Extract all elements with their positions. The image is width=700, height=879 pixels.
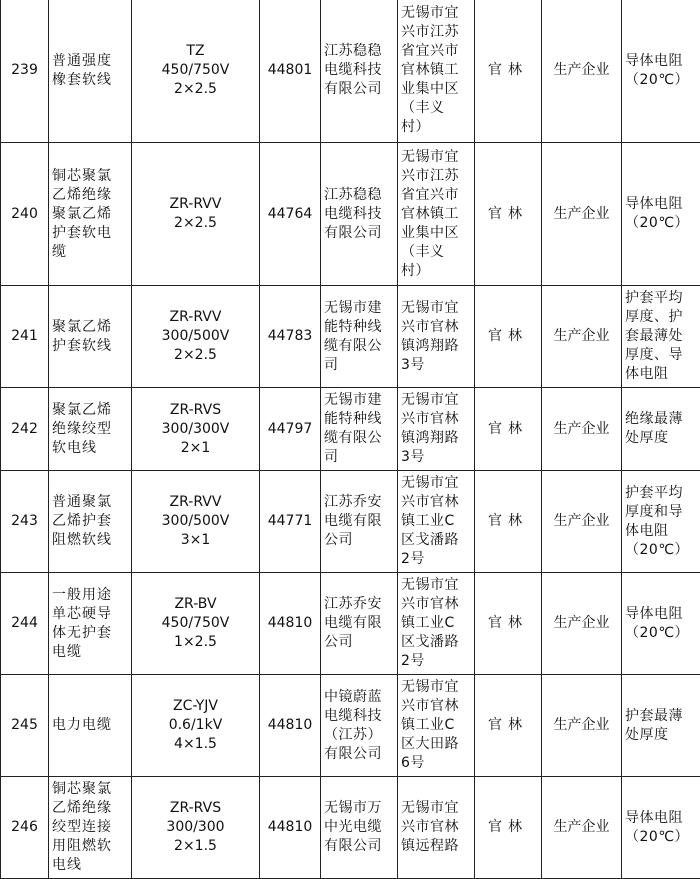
product-name-line: 用阻燃软	[52, 837, 128, 856]
product-name-line: 橡套软线	[52, 71, 128, 90]
company-name	[321, 286, 398, 388]
company-address	[398, 777, 475, 879]
sample-code: 44783	[260, 286, 321, 388]
product-name-line: 一般用途	[52, 586, 128, 605]
company-line: 电缆科技	[324, 61, 394, 80]
failed-item-line: （20℃）	[625, 541, 697, 560]
failed-item-line: （20℃）	[625, 624, 697, 643]
row-number: 244	[1, 573, 49, 675]
address-line: 区戈潘路	[401, 531, 471, 550]
company-line: 缆有限公	[324, 429, 394, 448]
company-line: 电缆科技	[324, 205, 394, 224]
row-number: 239	[1, 0, 49, 143]
address-line: 无锡市宜	[401, 299, 471, 318]
product-name-line: 普通聚氯	[52, 493, 128, 512]
enterprise-type: 生产企业	[542, 143, 622, 286]
address-line: 兴市官林	[401, 493, 471, 512]
address-line: 无锡市宜	[401, 391, 471, 410]
company-line: 司	[324, 356, 394, 375]
failed-item-line: （20℃）	[625, 71, 697, 90]
company-line: （江苏）	[324, 726, 394, 745]
product-name	[49, 573, 132, 675]
spec-line: ZR-RVS	[135, 401, 256, 420]
address-line: 无锡市宜	[401, 474, 471, 493]
product-name-line: 聚氯乙烯	[52, 401, 128, 420]
failed-item-line: 导体电阻	[625, 605, 697, 624]
company-line: 司	[324, 448, 394, 467]
failed-item-line: 绝缘最薄	[625, 410, 697, 429]
address-line: 镇工业C	[401, 614, 471, 633]
address-line: 镇工业C	[401, 512, 471, 531]
spec-line: 1×2.5	[135, 633, 256, 652]
company-line: 有限公司	[324, 80, 394, 99]
product-name-line: 绞型连接	[52, 818, 128, 837]
product-name-line: 体无护套	[52, 624, 128, 643]
spec-line: ZR-RVV	[135, 195, 256, 214]
failed-item-line: （20℃）	[625, 214, 697, 233]
address-line: 镇鸿翔路	[401, 337, 471, 356]
row-number: 243	[1, 471, 49, 573]
address-line: 无锡市宜	[401, 576, 471, 595]
table-row	[1, 0, 700, 143]
row-number: 241	[1, 286, 49, 388]
failed-item-line: 护套平均	[625, 484, 697, 503]
enterprise-type: 生产企业	[542, 675, 622, 777]
address-line: 兴市官林	[401, 818, 471, 837]
company-name	[321, 471, 398, 573]
product-spec	[132, 0, 260, 143]
product-name	[49, 388, 132, 471]
address-line: 无锡市宜	[401, 4, 471, 23]
company-line: 江苏稳稳	[324, 42, 394, 61]
failed-item	[622, 675, 700, 777]
company-line: 缆有限公	[324, 337, 394, 356]
enterprise-type: 生产企业	[542, 573, 622, 675]
spec-line: 300/500V	[135, 512, 256, 531]
spec-line: 450/750V	[135, 614, 256, 633]
company-line: 无锡市建	[324, 391, 394, 410]
address-line: 兴市官林	[401, 410, 471, 429]
address-line: 3号	[401, 356, 471, 375]
company-line: 电缆科技	[324, 707, 394, 726]
company-address	[398, 388, 475, 471]
failed-item	[622, 0, 700, 143]
spec-line: 2×2.5	[135, 80, 256, 99]
company-name	[321, 0, 398, 143]
spec-line: 2×1	[135, 439, 256, 458]
failed-item-line: 套最薄处	[625, 327, 697, 346]
company-name	[321, 573, 398, 675]
company-line: 能特种线	[324, 318, 394, 337]
address-line: 兴市江苏	[401, 167, 471, 186]
sample-code: 44771	[260, 471, 321, 573]
company-line: 公司	[324, 633, 394, 652]
address-line: 官林镇工	[401, 205, 471, 224]
enterprise-type: 生产企业	[542, 777, 622, 879]
company-address	[398, 0, 475, 143]
product-name-line: 单芯硬导	[52, 605, 128, 624]
spec-line: 300/300V	[135, 420, 256, 439]
company-line: 公司	[324, 531, 394, 550]
row-number: 246	[1, 777, 49, 879]
spec-line: ZR-RVS	[135, 799, 256, 818]
failed-item-line: 厚度和导	[625, 503, 697, 522]
product-name-line: 电力电缆	[52, 716, 128, 735]
product-name	[49, 0, 132, 143]
company-line: 电缆有限	[324, 614, 394, 633]
failed-item	[622, 286, 700, 388]
product-spec	[132, 573, 260, 675]
table-row	[1, 286, 700, 388]
failed-item	[622, 573, 700, 675]
table-row	[1, 573, 700, 675]
spec-line: 4×1.5	[135, 735, 256, 754]
spec-line: 2×1.5	[135, 837, 256, 856]
failed-item-line: 厚度、护	[625, 308, 697, 327]
company-address	[398, 143, 475, 286]
table-row	[1, 675, 700, 777]
area: 官林	[475, 286, 542, 388]
company-line: 无锡市万	[324, 799, 394, 818]
failed-item-line: 护套平均	[625, 289, 697, 308]
failed-item-line: 导体电阻	[625, 809, 697, 828]
product-spec	[132, 388, 260, 471]
company-line: 有限公司	[324, 745, 394, 764]
spec-line: ZR-BV	[135, 595, 256, 614]
product-name-line: 电缆	[52, 643, 128, 662]
address-line: 兴市官林	[401, 595, 471, 614]
company-line: 中光电缆	[324, 818, 394, 837]
address-line: 镇鸿翔路	[401, 429, 471, 448]
failed-item-line: 护套最薄	[625, 707, 697, 726]
company-name	[321, 143, 398, 286]
area: 官林	[475, 471, 542, 573]
product-name-line: 铜芯聚氯	[52, 780, 128, 799]
product-name-line: 阻燃软线	[52, 531, 128, 550]
spec-line: ZC-YJV	[135, 697, 256, 716]
company-line: 电缆有限	[324, 512, 394, 531]
product-spec	[132, 143, 260, 286]
address-line: 村）	[401, 118, 471, 137]
product-name	[49, 143, 132, 286]
address-line: 兴市江苏	[401, 23, 471, 42]
failed-item	[622, 388, 700, 471]
table-row	[1, 143, 700, 286]
address-line: 村）	[401, 262, 471, 281]
failed-item-line: （20℃）	[625, 828, 697, 847]
product-name	[49, 675, 132, 777]
company-name	[321, 675, 398, 777]
area: 官林	[475, 388, 542, 471]
company-name	[321, 777, 398, 879]
product-name-line: 乙烯绝缘	[52, 799, 128, 818]
product-name-line: 乙烯护套	[52, 512, 128, 531]
area: 官林	[475, 573, 542, 675]
spec-line: 300/300	[135, 818, 256, 837]
spec-line: 2×2.5	[135, 214, 256, 233]
address-line: 官林镇工	[401, 61, 471, 80]
company-line: 江苏乔安	[324, 493, 394, 512]
row-number: 245	[1, 675, 49, 777]
product-name-line: 电线	[52, 856, 128, 875]
enterprise-type: 生产企业	[542, 0, 622, 143]
address-line: 3号	[401, 448, 471, 467]
product-name-line: 护套软线	[52, 337, 128, 356]
sample-code: 44764	[260, 143, 321, 286]
product-name-line: 聚氯乙烯	[52, 318, 128, 337]
address-line: 镇工业C	[401, 716, 471, 735]
address-line: 6号	[401, 754, 471, 773]
spec-line: ZR-RVV	[135, 493, 256, 512]
failed-item	[622, 471, 700, 573]
failed-item-line: 处厚度	[625, 726, 697, 745]
area: 官林	[475, 777, 542, 879]
address-line: 省宜兴市	[401, 42, 471, 61]
company-address	[398, 675, 475, 777]
spec-line: 2×2.5	[135, 346, 256, 365]
table-row	[1, 471, 700, 573]
address-line: （丰义	[401, 243, 471, 262]
address-line: 兴市官林	[401, 318, 471, 337]
sample-code: 44810	[260, 573, 321, 675]
address-line: 业集中区	[401, 224, 471, 243]
company-line: 无锡市建	[324, 299, 394, 318]
product-name-line: 乙烯绝缘	[52, 186, 128, 205]
company-line: 有限公司	[324, 837, 394, 856]
failed-item-line: 导体电阻	[625, 195, 697, 214]
company-line: 能特种线	[324, 410, 394, 429]
enterprise-type: 生产企业	[542, 286, 622, 388]
spec-line: ZR-RVV	[135, 308, 256, 327]
product-name-line: 聚氯乙烯	[52, 205, 128, 224]
product-name-line: 铜芯聚氯	[52, 167, 128, 186]
address-line: 镇远程路	[401, 837, 471, 856]
company-address	[398, 286, 475, 388]
product-name-line: 普通强度	[52, 52, 128, 71]
area: 官林	[475, 675, 542, 777]
company-line: 江苏稳稳	[324, 186, 394, 205]
address-line: 业集中区	[401, 80, 471, 99]
row-number: 240	[1, 143, 49, 286]
table-row	[1, 777, 700, 879]
enterprise-type: 生产企业	[542, 471, 622, 573]
product-name	[49, 286, 132, 388]
sample-code: 44801	[260, 0, 321, 143]
failed-item	[622, 143, 700, 286]
failed-item-line: 导体电阻	[625, 52, 697, 71]
failed-item-line: 体电阻	[625, 522, 697, 541]
product-name-line: 缆	[52, 243, 128, 262]
spec-line: TZ	[135, 42, 256, 61]
sample-code: 44810	[260, 777, 321, 879]
spec-line: 450/750V	[135, 61, 256, 80]
area: 官林	[475, 143, 542, 286]
address-line: 区戈潘路	[401, 633, 471, 652]
address-line: 区大田路	[401, 735, 471, 754]
address-line: 无锡市宜	[401, 148, 471, 167]
product-spec	[132, 777, 260, 879]
product-name-line: 软电线	[52, 439, 128, 458]
sample-code: 44797	[260, 388, 321, 471]
area: 官林	[475, 0, 542, 143]
company-address	[398, 471, 475, 573]
failed-item-line: 处厚度	[625, 429, 697, 448]
address-line: 无锡市宜	[401, 678, 471, 697]
product-spec	[132, 471, 260, 573]
address-line: 无锡市宜	[401, 799, 471, 818]
address-line: （丰义	[401, 99, 471, 118]
company-address	[398, 573, 475, 675]
company-name	[321, 388, 398, 471]
company-line: 江苏乔安	[324, 595, 394, 614]
product-spec	[132, 675, 260, 777]
address-line: 兴市官林	[401, 697, 471, 716]
address-line: 2号	[401, 550, 471, 569]
sample-code: 44810	[260, 675, 321, 777]
failed-item	[622, 777, 700, 879]
spec-line: 300/500V	[135, 327, 256, 346]
company-line: 有限公司	[324, 224, 394, 243]
product-name-line: 绝缘绞型	[52, 420, 128, 439]
company-line: 中镜蔚蓝	[324, 688, 394, 707]
failed-item-line: 体电阻	[625, 365, 697, 384]
table-body	[1, 0, 700, 879]
table-row	[1, 388, 700, 471]
row-number: 242	[1, 388, 49, 471]
spec-line: 0.6/1kV	[135, 716, 256, 735]
product-spec	[132, 286, 260, 388]
product-name	[49, 777, 132, 879]
failed-item-line: 厚度、导	[625, 346, 697, 365]
enterprise-type: 生产企业	[542, 388, 622, 471]
product-name-line: 护套软电	[52, 224, 128, 243]
spec-line: 3×1	[135, 531, 256, 550]
address-line: 2号	[401, 652, 471, 671]
product-name	[49, 471, 132, 573]
address-line: 省宜兴市	[401, 186, 471, 205]
